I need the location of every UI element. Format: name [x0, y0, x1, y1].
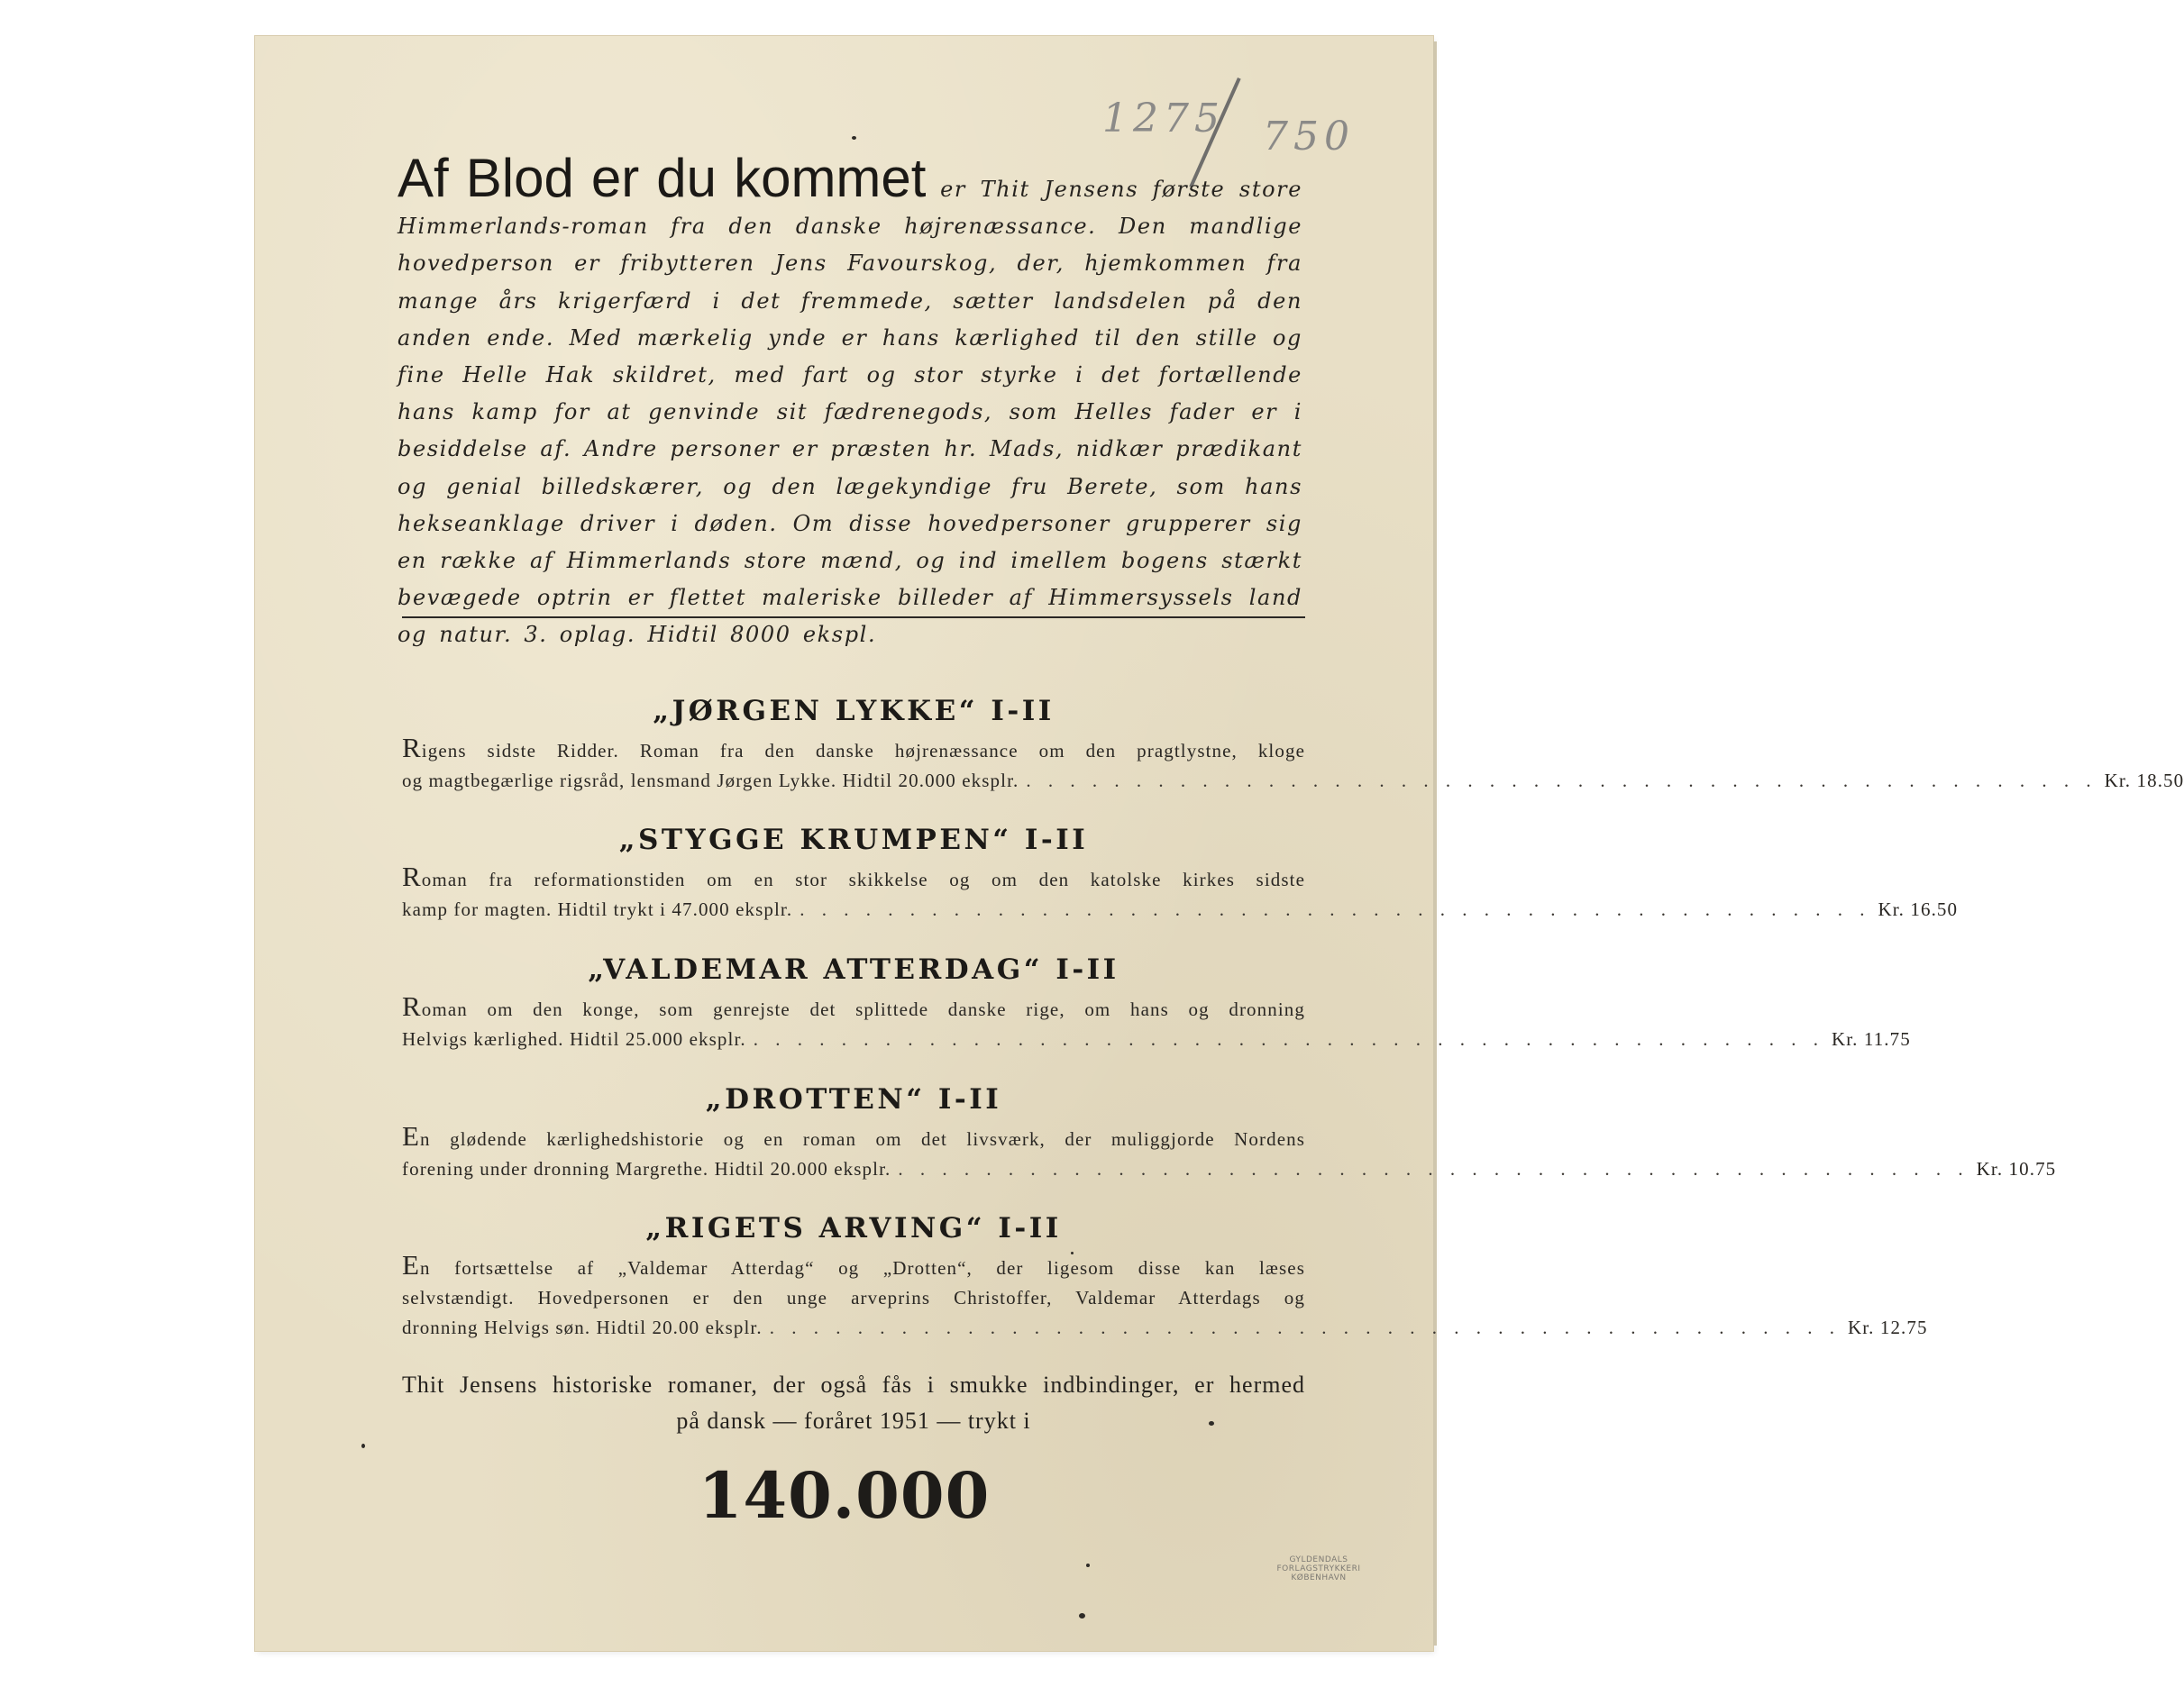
paper-speck	[1209, 1421, 1214, 1426]
divider-rule	[402, 616, 1305, 618]
book-entry-jorgen-lykke	[402, 695, 2184, 796]
closing-paragraph	[402, 1367, 1305, 1439]
description-last-line	[402, 895, 1959, 925]
dot-leader: . . . . . . . . . . . . . . . . . . . . . . . . . . . . . . . . . . . . . . . . . . . . . . . . .	[753, 1028, 1824, 1050]
printer-stamp-line: KØBENHAVN	[1291, 1573, 1347, 1582]
book-entry-valdemar-atterdag	[402, 953, 1911, 1054]
intro-paragraph	[398, 148, 1303, 654]
book-entry-stygge-krumpen	[402, 824, 1959, 925]
paper-speck	[1086, 1564, 1090, 1567]
closing-line-1: Thit Jensens historiske romaner, der også fås i smukke indbindinger, er hermed	[402, 1372, 1305, 1398]
intro-book-title: Af Blod er du kommet	[398, 148, 927, 208]
book-price: Kr. 10.75	[1976, 1158, 2057, 1180]
book-title: „DROTTEN“ I-II	[705, 1083, 1002, 1116]
book-title: „JØRGEN LYKKE“ I-II	[653, 695, 1055, 727]
book-title: „STYGGE KRUMPEN“ I-II	[618, 824, 1089, 856]
book-price: Kr. 11.75	[1831, 1028, 1911, 1050]
dot-leader: . . . . . . . . . . . . . . . . . . . . . . . . . . . . . . . . . . . . . . . . . . . . . . . . .	[769, 1317, 1841, 1338]
description-last-line	[402, 1313, 1928, 1343]
description-text: Helvigs kærlighed. Hidtil 25.000 eksplr.	[402, 1028, 746, 1050]
description-line: Roman fra reformationstiden om en stor skikkelse og om den katolske kirkes sidste	[402, 861, 1305, 892]
book-description	[402, 1120, 2057, 1184]
dot-leader: . . . . . . . . . . . . . . . . . . . . . . . . . . . . . . . . . . . . . . . . . . . . . . . . .	[800, 898, 1871, 920]
handwritten-number-left: 1275	[1102, 96, 1225, 141]
description-line: Roman om den konge, som genrejste det splittede danske rige, om hans og dronning	[402, 990, 1305, 1022]
book-entry-drotten	[402, 1083, 2057, 1184]
total-copies-number: 140.000	[698, 1458, 991, 1533]
paper-speck	[361, 1444, 365, 1448]
book-description	[402, 861, 1959, 925]
description-last-line	[402, 766, 2184, 796]
description-last-line	[402, 1154, 2057, 1184]
description-line: En fortsættelse af „Valdemar Atterdag“ og „Drotten“, der ligesom disse kan læses	[402, 1249, 1305, 1281]
printer-stamp-line: GYLDENDALS	[1289, 1555, 1348, 1564]
printer-stamp-line: FORLAGSTRYKKERI	[1276, 1564, 1361, 1573]
book-title: „VALDEMAR ATTERDAG“ I-II	[588, 953, 1119, 986]
description-last-line	[402, 1025, 1911, 1054]
description-line: Rigens sidste Ridder. Roman fra den danske højrenæssance om den pragtlystne, kloge	[402, 732, 1305, 763]
paper-speck	[852, 136, 856, 140]
handwritten-number-right: 750	[1263, 114, 1355, 160]
book-description	[402, 732, 2184, 796]
book-description	[402, 990, 1911, 1054]
description-text: kamp for magten. Hidtil trykt i 47.000 eksplr.	[402, 898, 793, 920]
intro-text: er Thit Jensens første store Himmerlands-roman fra den danske højrenæssance. Den mandlige hovedperson er fribytteren Jens Favourskog, der, hjemkommen fra mange års krigerfærd i det fremmede, sætter landsdelen på den anden ende. Med mærkelig ynde er hans kærlighed til den stille og fine Helle Hak skildret, med fart og stor styrke i det fortællende hans kamp for at genvinde sit fædrenegods, som Helles fader er i besiddelse af. Andre personer er præsten hr. Mads, nidkær prædikant og genial billedskærer, og den lægekyndige fru Berete, som hans hekseanklage driver i døden. Om disse hovedpersoner grupperer sig en række af Himmerlands store mænd, og ind imellem bogens stærkt bevægede optrin er flettet maleriske billeder af Himmersyssels land og natur. 3. oplag. Hidtil 8000 ekspl.	[398, 177, 1303, 648]
printer-stamp	[1268, 1555, 1369, 1582]
book-description	[402, 1249, 1928, 1343]
book-entry-rigets-arving	[402, 1212, 1928, 1343]
page-edge	[1433, 41, 1437, 1646]
book-price: Kr. 18.50	[2104, 770, 2184, 791]
description-text: forening under dronning Margrethe. Hidtil 20.000 eksplr.	[402, 1158, 891, 1180]
description-line: selvstændigt. Hovedpersonen er den unge arveprins Christoffer, Valdemar Atterdags og	[402, 1287, 1305, 1309]
dot-leader: . . . . . . . . . . . . . . . . . . . . . . . . . . . . . . . . . . . . . . . . . . . . . . . . .	[1026, 770, 2097, 791]
dot-leader: . . . . . . . . . . . . . . . . . . . . . . . . . . . . . . . . . . . . . . . . . . . . . . . . .	[898, 1158, 1969, 1180]
book-back-cover	[255, 36, 2184, 1651]
description-text: og magtbegærlige rigsråd, lensmand Jørgen Lykke. Hidtil 20.000 eksplr.	[402, 770, 1019, 791]
book-price: Kr. 16.50	[1878, 898, 1959, 920]
book-title: „RIGETS ARVING“ I-II	[645, 1212, 1062, 1245]
paper-speck	[1071, 1252, 1074, 1254]
closing-line-2: på dansk — foråret 1951 — trykt i	[676, 1408, 1031, 1434]
paper-speck	[1079, 1613, 1085, 1619]
book-price: Kr. 12.75	[1847, 1317, 1928, 1338]
description-text: dronning Helvigs søn. Hidtil 20.00 eksplr.	[402, 1317, 763, 1338]
description-line: En glødende kærlighedshistorie og en roman om det livsværk, der muliggjorde Nordens	[402, 1120, 1305, 1152]
